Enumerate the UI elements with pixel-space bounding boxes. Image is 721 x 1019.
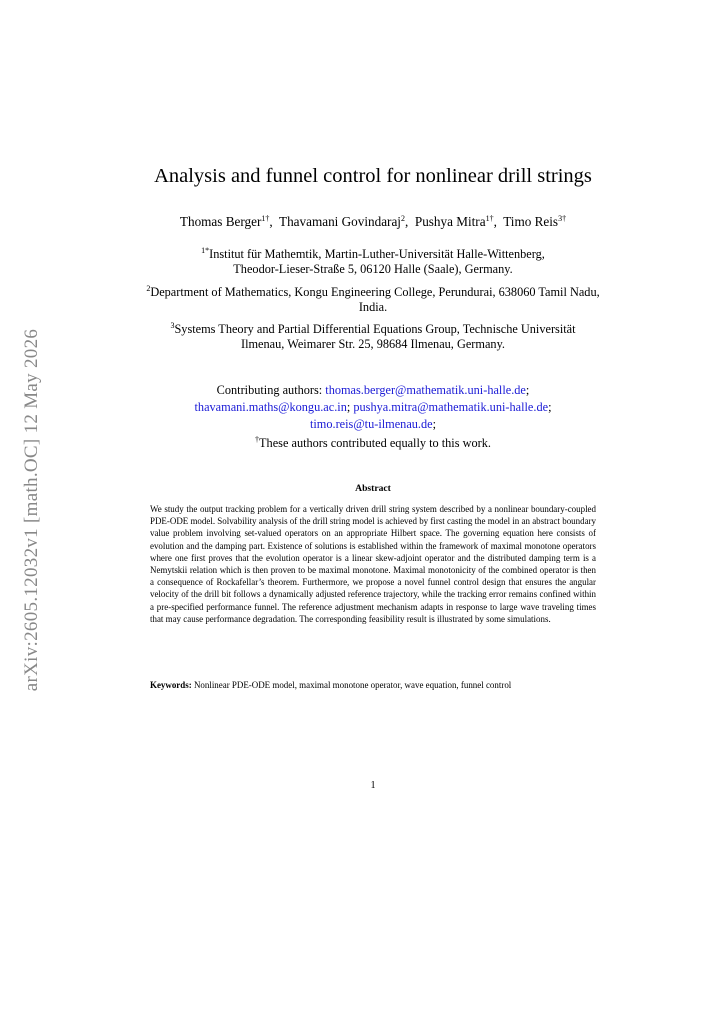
abstract-heading: Abstract — [355, 483, 391, 494]
author-mark: 1† — [261, 214, 270, 223]
contact-label: Contributing authors: — [216, 383, 326, 397]
author-mark: 2 — [400, 214, 405, 223]
author-name: Pushya Mitra — [414, 214, 486, 229]
email-link[interactable]: pushya.mitra@mathematik.uni-halle.de — [353, 400, 549, 414]
author-name: Timo Reis — [503, 214, 559, 229]
dagger-mark: † — [255, 435, 260, 444]
author-mark: 1† — [485, 214, 494, 223]
keywords-label: Keywords: — [150, 680, 192, 690]
affiliation-mark: 2 — [146, 284, 151, 293]
author-name: Thomas Berger — [179, 214, 262, 229]
affiliation-text: Department of Mathematics, Kongu Engineering College, Perundurai, 638060 Tamil Nadu, India. — [150, 285, 600, 314]
page-number: 1 — [370, 780, 376, 791]
author-list: Thomas Berger$^{1\dagger}$, Thavamani Govindaraj$^2$, Pushya Mitra$^{1\dagger}$, Timo Reis$^{3\dagger}$ — [179, 214, 567, 229]
keywords — [150, 680, 596, 690]
abstract-text: We study the output tracking problem for a vertically driven drill string system described by a nonlinear boundary-coupled PDE-ODE model. Solvability analysis of the drill string model is achieved by first casting the model in an abstract boundary value problem involving set-valued operators on an appropriate Hilbert space. The governing equation here consists of evolution and the damping part. Existence of solutions is established within the framework of maximal monotone operators where one first proves that the evolution operator is a linear skew-adjoint operator and the distributed damping term is a Nemytskii relation which is then proven to be maximal monotone. Maximal monotonicity of the combined operator is then a consequence of Rockafellar’s theorem. Furthermore, we propose a novel funnel control design that ensures the angular velocity of the drill bit follows a dynamically adjusted reference trajectory, while the tracking error remains confined within a pre-specified performance funnel. The reference adjustment mechanism adapts in response to large wave traveling times that may cause performance degradation. The corresponding feasibility result is illustrated by some simulations. — [150, 504, 596, 624]
paper-title: Analysis and funnel control for nonlinear drill strings — [154, 165, 592, 187]
keywords-text: Nonlinear PDE-ODE model, maximal monotone operator, wave equation, funnel control — [191, 680, 512, 690]
affiliation-mark: 1* — [201, 246, 210, 255]
affiliation-text: Institut für Mathemtik, Martin-Luther-Universität Halle-Wittenberg, Theodor-Lieser-Straße 5, 06120 Halle (Saale), Germany. — [209, 247, 545, 276]
email-link[interactable]: timo.reis@tu-ilmenau.de — [309, 417, 433, 431]
affiliation-1 — [146, 243, 600, 277]
author-name: Thavamani Govindaraj — [279, 214, 401, 229]
arxiv-stamp-text: arXiv:2605.12032v1 [math.OC] 12 May 2026 — [21, 328, 42, 692]
affiliation-text: Systems Theory and Partial Differential Equations Group, Technische Universität Ilmenau, Weimarer Str. 25, 98684 Ilmenau, Germany. — [174, 322, 576, 351]
arxiv-stamp — [18, 300, 46, 720]
contact-block: Contributing authors: thomas.berger@mathematik.uni-halle.de; thavamani.maths@kongu.ac.in; pushya.mitra@mathematik.uni-halle.de; timo.reis@tu-ilmenau.de; — [194, 383, 552, 431]
affiliation-3 — [146, 318, 600, 352]
equal-contribution-text: These authors contributed equally to this work. — [259, 436, 491, 450]
affiliation-2 — [146, 281, 600, 315]
equal-contribution-note — [146, 435, 600, 451]
email-link[interactable]: thavamani.maths@kongu.ac.in — [194, 400, 347, 414]
affiliation-mark: 3 — [170, 321, 175, 330]
email-link[interactable]: thomas.berger@mathematik.uni-halle.de — [325, 383, 526, 397]
author-mark: 3† — [558, 214, 567, 223]
